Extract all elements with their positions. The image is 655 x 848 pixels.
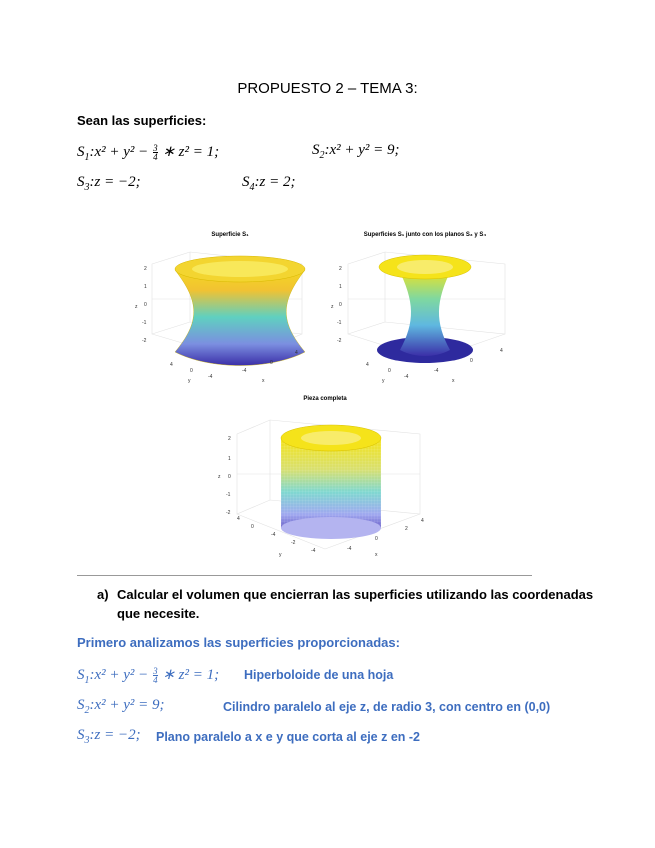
question-marker: a) (97, 587, 109, 602)
z-tick-label: 1 (339, 284, 342, 290)
figure-title: Superficies S₁ junto con los planos S₃ y S₄ (363, 232, 487, 238)
z-tick-label: 0 (144, 302, 147, 308)
x-tick-label: 4 (500, 348, 503, 354)
y-tick-label: 0 (388, 368, 391, 374)
analysis-s2-note: Cilindro paralelo al eje z, de radio 3, con centro en (0,0) (223, 700, 551, 714)
cylinder-plot (215, 404, 435, 566)
y-tick-label: -4 (311, 548, 316, 554)
y-tick-label: 0 (251, 524, 254, 530)
surface-s3-def: $S_3:z = -2$; (77, 174, 141, 193)
figure-title: Superficie S₁ (211, 232, 249, 238)
figure-hyperboloid-planes (330, 232, 520, 392)
question-line-1: Calcular el volumen que encierran las superficies utilizando las coordenadas (117, 587, 594, 602)
figure-hyperboloid (130, 232, 320, 392)
page-title: PROPUESTO 2 – TEMA 3: (237, 80, 418, 97)
x-axis-label: x (262, 378, 265, 384)
surface-s2-def: $S_2:x^2 + y^2 = 9$; (312, 142, 400, 161)
z-tick-label: 1 (144, 284, 147, 290)
z-tick-label: -1 (226, 492, 231, 498)
y-tick-label: -4 (404, 374, 409, 380)
x-axis-label: x (375, 552, 378, 558)
x-tick-label: -4 (434, 368, 439, 374)
analysis-s1: $S_1:x^2 + y^2$ − $\frac{3}{4}$ ∗ z² = 1; (77, 666, 220, 686)
z-tick-label: 0 (339, 302, 342, 308)
analysis-s3: $S_3:z = -2$; (77, 727, 141, 746)
analysis-s1-note: Hiperboloide de una hoja (244, 668, 394, 682)
analysis-s2: $S_2:x^2 + y^2 = 9$; (77, 697, 165, 716)
figure-complete-piece (215, 396, 435, 566)
x-axis-label: x (452, 378, 455, 384)
y-tick-label: -2 (291, 540, 296, 546)
z-tick-label: 2 (144, 266, 147, 272)
z-tick-label: 1 (228, 456, 231, 462)
y-tick-label: -4 (271, 532, 276, 538)
y-tick-label: 4 (170, 362, 173, 368)
z-axis-label: z (331, 304, 334, 310)
section-divider (77, 575, 532, 576)
z-tick-label: 2 (228, 436, 231, 442)
hyperboloid-plot (130, 242, 320, 392)
z-axis-label: z (135, 304, 138, 310)
y-axis-label: y (279, 552, 282, 558)
y-axis-label: y (188, 378, 191, 384)
z-tick-label: -2 (337, 338, 342, 344)
analysis-intro: Primero analizamos las superficies proporcionadas: (77, 635, 400, 650)
x-tick-label: 0 (470, 358, 473, 364)
z-axis-label: z (218, 474, 221, 480)
x-tick-label: 0 (375, 536, 378, 542)
hyperboloid-planes-plot (330, 242, 520, 392)
y-tick-label: 0 (190, 368, 193, 374)
x-tick-label: 4 (295, 350, 298, 356)
y-tick-label: 4 (366, 362, 369, 368)
intro-text: Sean las superficies: (77, 113, 207, 128)
surface-s1-def: $S_1:x^2 + y^2$ − $\frac{3}{4}$ ∗ z² = 1; (77, 143, 220, 163)
z-tick-label: 2 (339, 266, 342, 272)
x-tick-label: 0 (270, 360, 273, 366)
analysis-s3-note: Plano paralelo a x e y que corta al eje z en -2 (156, 730, 420, 744)
x-tick-label: -4 (347, 546, 352, 552)
y-tick-label: -4 (208, 374, 213, 380)
z-tick-label: 0 (228, 474, 231, 480)
z-tick-label: -1 (142, 320, 147, 326)
x-tick-label: 4 (421, 518, 424, 524)
surface-s4-def: $S_4:z = 2$; (242, 174, 296, 193)
z-tick-label: -2 (142, 338, 147, 344)
y-tick-label: 4 (237, 516, 240, 522)
x-tick-label: -4 (242, 368, 247, 374)
y-axis-label: y (382, 378, 385, 384)
z-tick-label: -2 (226, 510, 231, 516)
question-line-2: que necesite. (117, 606, 200, 621)
z-tick-label: -1 (337, 320, 342, 326)
x-tick-label: 2 (405, 526, 408, 532)
figure-title: Pieza completa (303, 396, 347, 402)
